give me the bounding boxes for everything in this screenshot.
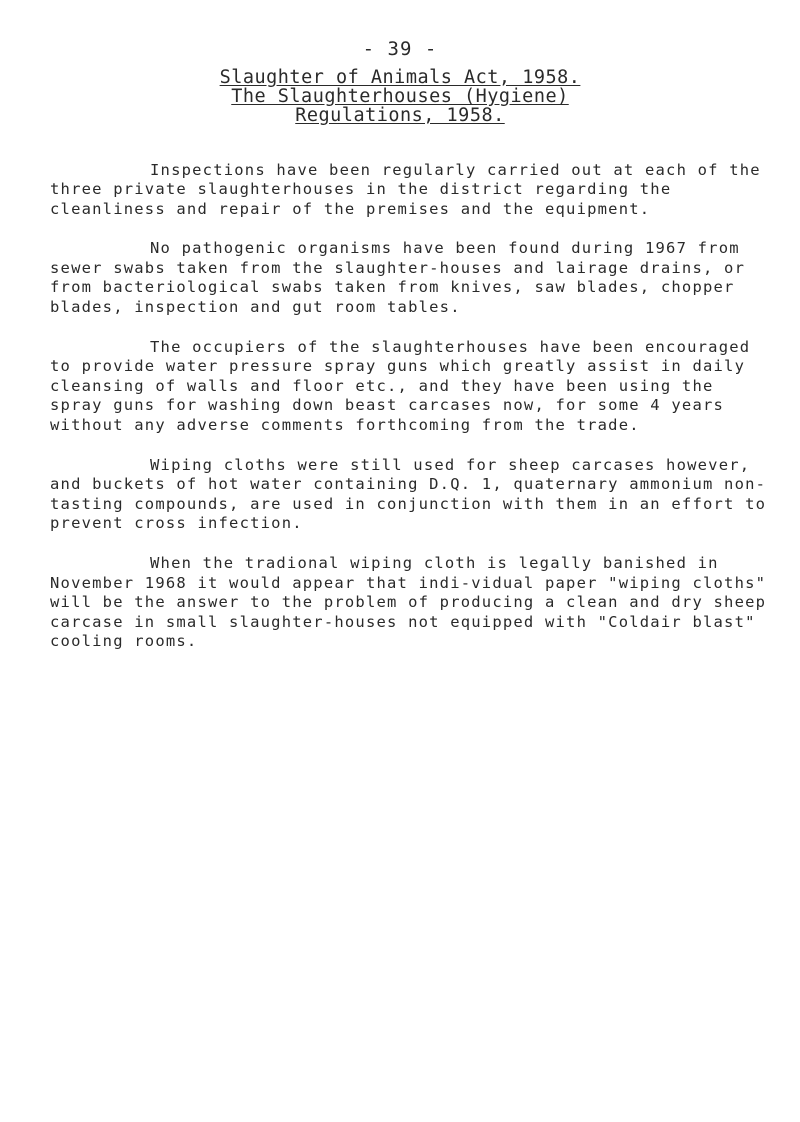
heading-line-1: Slaughter of Animals Act, 1958. bbox=[219, 67, 581, 88]
paragraph-3: The occupiers of the slaughterhouses have been encouraged to provide water pressure spray guns which greatly assist in daily cleansing of walls and floor etc., and they have been using the spray guns for washing down beast carcases now, for some 4 years without any adverse comments forthcoming from the trade. bbox=[50, 337, 751, 435]
body-text bbox=[50, 145, 775, 672]
section-heading bbox=[0, 68, 800, 125]
paragraph-4: Wiping cloths were still used for sheep carcases however, and buckets of hot water containing D.Q. 1, quaternary ammonium non-tasting compounds, are used in conjunction with them in an effort to prevent cross infection. bbox=[50, 455, 767, 533]
paragraph-2: No pathogenic organisms have been found during 1967 from sewer swabs taken from the slaughter-houses and lairage drains, or from bacteriological swabs taken from knives, saw blades, chopper blades, inspection and gut room tables. bbox=[50, 239, 746, 317]
heading-line-3: Regulations, 1958. bbox=[295, 105, 505, 126]
paragraph-1: Inspections have been regularly carried out at each of the three private slaughterhouses in the district regarding the cleanliness and repair of the premises and the equipment. bbox=[50, 160, 761, 218]
page-number: - 39 - bbox=[362, 38, 438, 60]
paragraph-5: When the tradional wiping cloth is legally banished in November 1968 it would appear that indi-vidual paper "wiping cloths" will be the answer to the problem of producing a clean and dry sheep carcase in small slaughter-houses not equipped with "Coldair blast" cooling rooms. bbox=[50, 554, 767, 651]
heading-line-2: The Slaughterhouses (Hygiene) bbox=[231, 86, 569, 107]
